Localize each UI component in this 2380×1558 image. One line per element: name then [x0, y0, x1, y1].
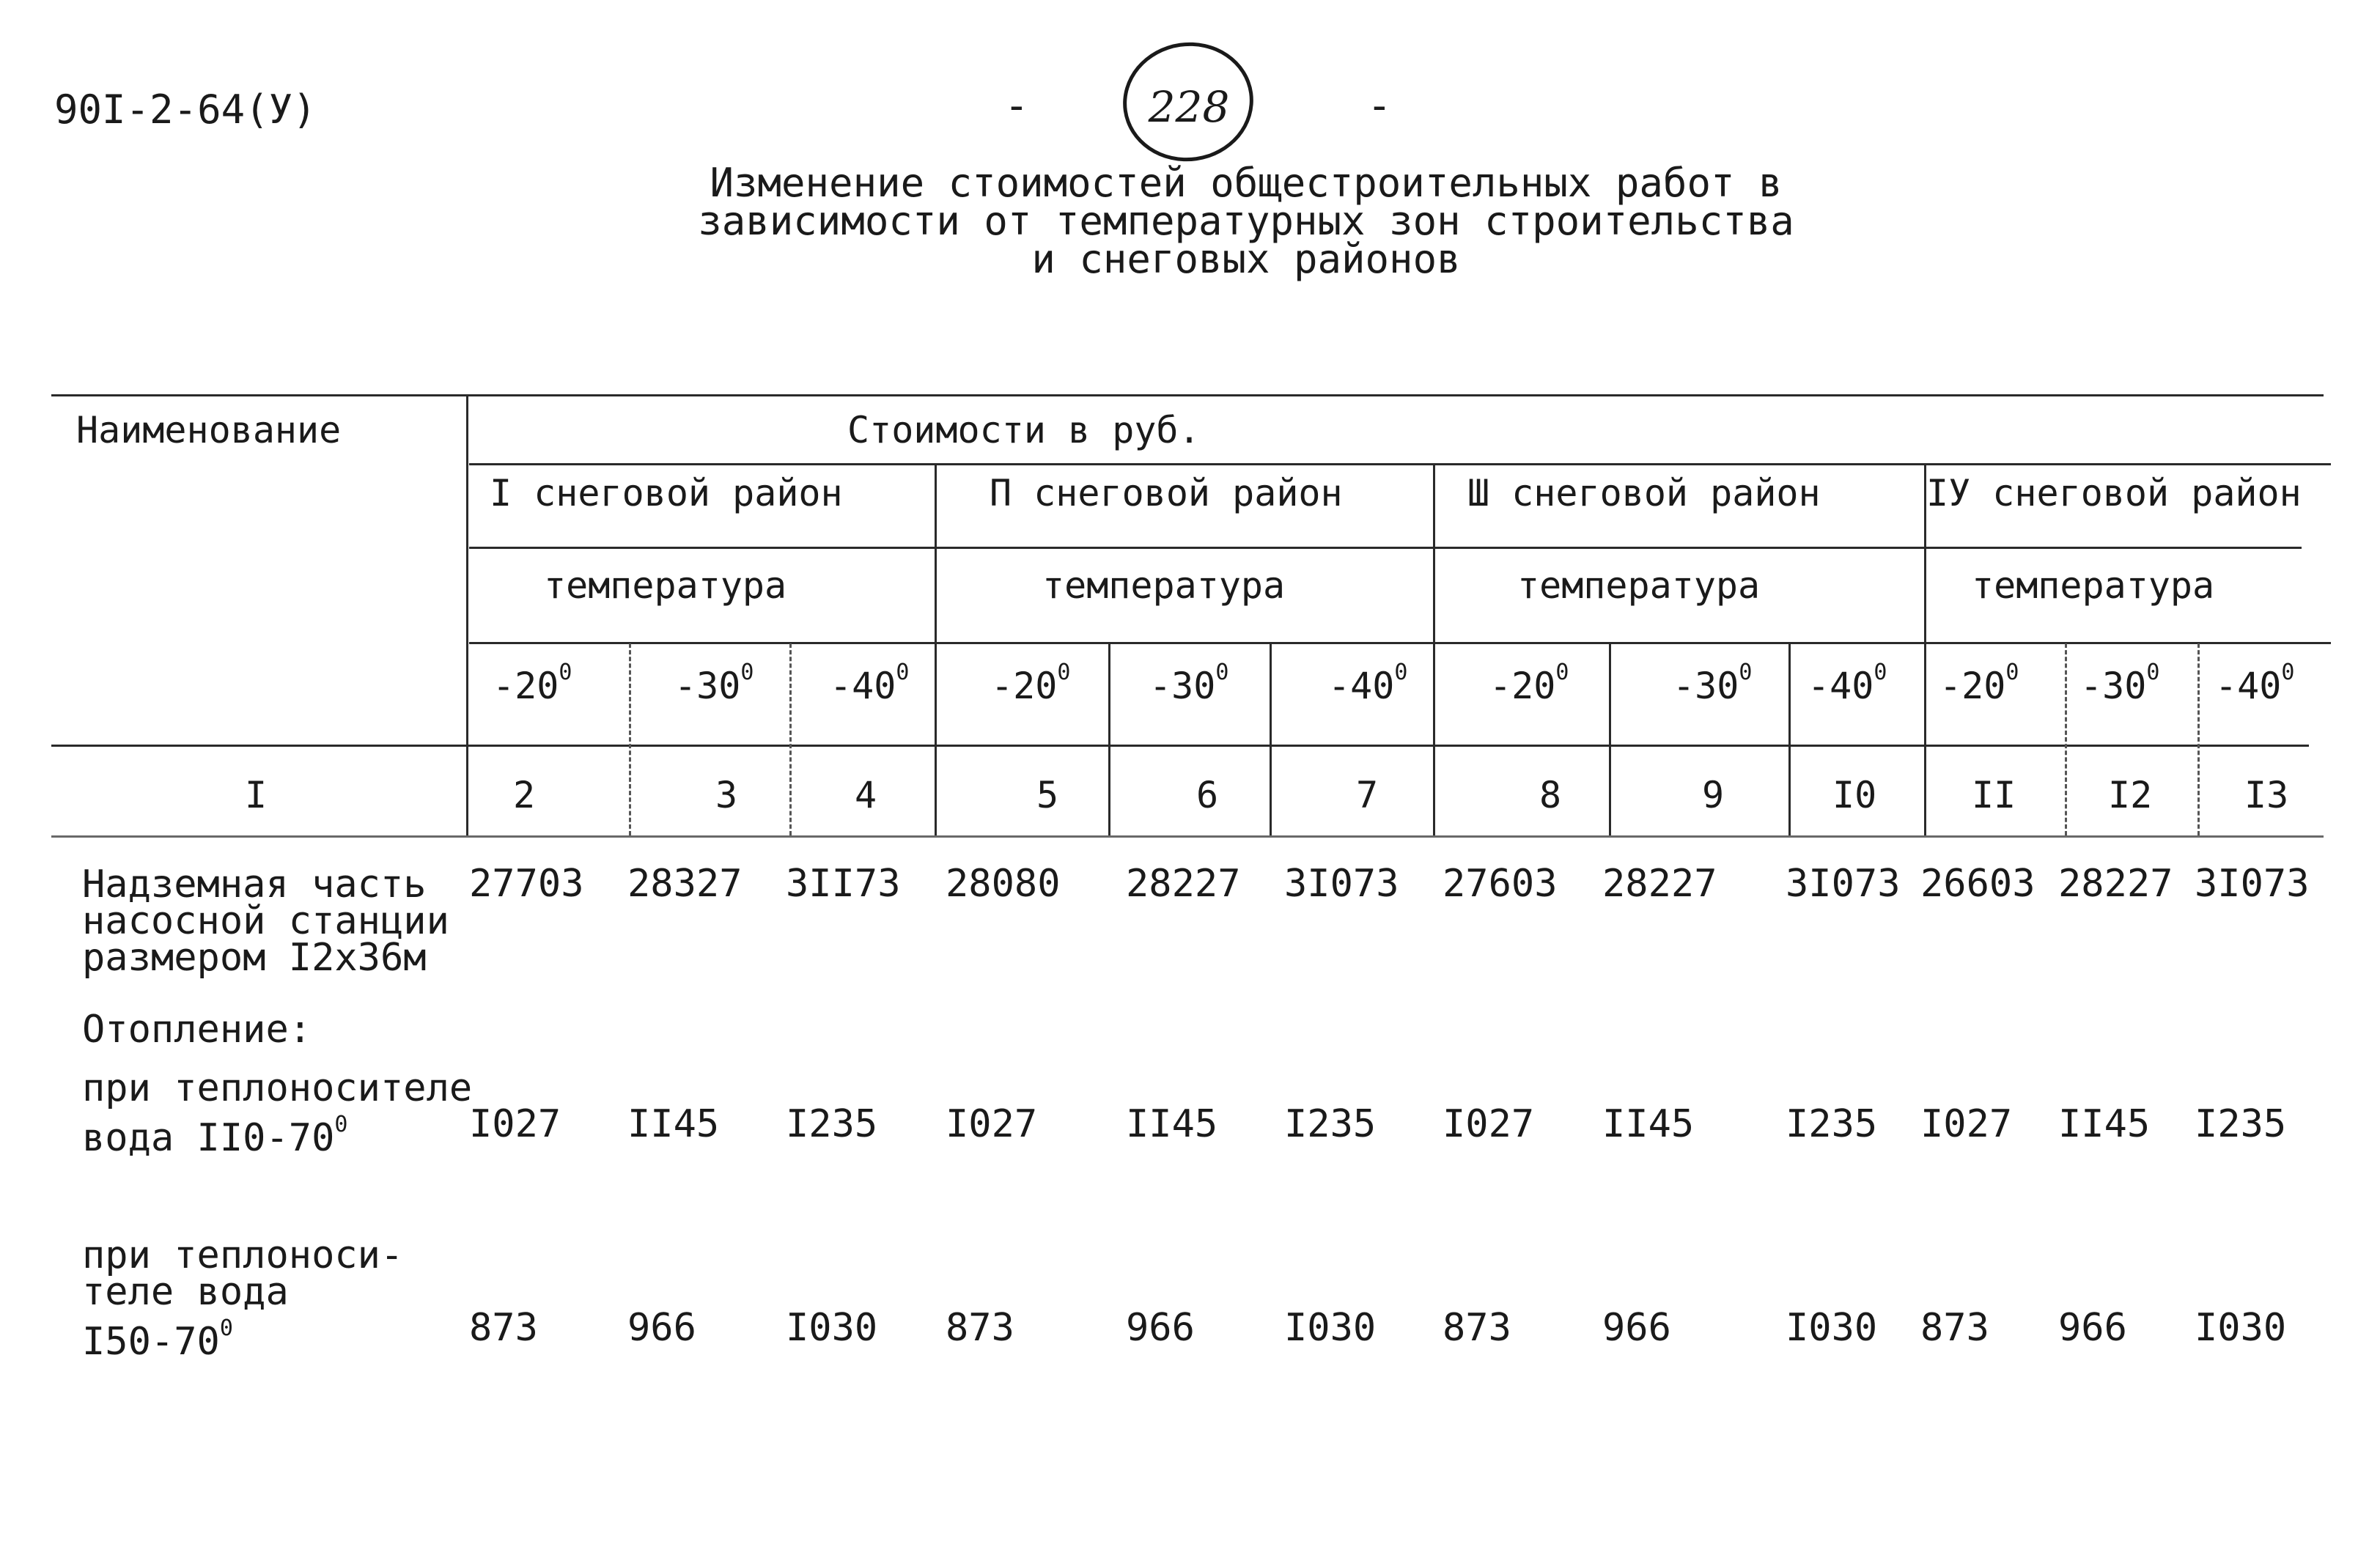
page-dash-right: -: [1367, 82, 1392, 130]
district-rule: [469, 547, 2302, 549]
temperature-label-4: температура: [1972, 564, 2215, 607]
table-cell: 26603: [1920, 862, 2035, 906]
column-number: I2: [2108, 774, 2153, 816]
row-name: при теплоносителе вода $II0-70^0$: [82, 1066, 473, 1160]
row-name: при теплоноси- теле вода $I50-70^0$: [82, 1233, 404, 1364]
table-cell: 27603: [1443, 862, 1558, 906]
table-cell: 966: [1126, 1306, 1195, 1350]
temperature-label-2: температура: [1042, 564, 1286, 607]
temp-cell: $-20^0$: [1939, 660, 2019, 707]
table-cell: 873: [469, 1306, 538, 1350]
column-number: 7: [1356, 774, 1379, 816]
table-cell: 28227: [1602, 862, 1717, 906]
column-number: 2: [513, 774, 536, 816]
district-header-1: I снеговой район: [490, 472, 843, 514]
column-number: 6: [1196, 774, 1219, 816]
temp-cell: $-40^0$: [1808, 660, 1887, 707]
table-cell: 28227: [2058, 862, 2173, 906]
temperature-label-1: температура: [544, 564, 787, 607]
temp-divider: [1270, 643, 1272, 835]
table-cell: II45: [2058, 1102, 2151, 1146]
table-cell: I235: [1786, 1102, 1878, 1146]
temp-divider: [2065, 643, 2067, 835]
temp-cell: $-20^0$: [493, 660, 572, 707]
temp-divider: [629, 643, 631, 835]
table-cell: 27703: [469, 862, 584, 906]
temp-divider: [1609, 643, 1611, 835]
temp-cell: $-40^0$: [1328, 660, 1408, 707]
table-cell: 873: [1443, 1306, 1511, 1350]
table-cell: 966: [2058, 1306, 2127, 1350]
table-top-rule: [51, 394, 2324, 396]
column-number: II: [1972, 774, 2016, 816]
temp-cell: $-20^0$: [1489, 660, 1569, 707]
table-cell: 966: [1602, 1306, 1671, 1350]
table-cell: I030: [1786, 1306, 1878, 1350]
table-cell: 873: [946, 1306, 1014, 1350]
table-cell: 3I073: [1786, 862, 1901, 906]
table-cell: I030: [2195, 1306, 2287, 1350]
column-number: 9: [1702, 774, 1725, 816]
district-divider-3: [1924, 465, 1926, 835]
table-cell: I030: [1284, 1306, 1377, 1350]
table-cell: I027: [1443, 1102, 1535, 1146]
temperature-rule: [469, 642, 2331, 644]
page-number: 228: [1148, 82, 1230, 132]
table-cell: 28080: [946, 862, 1061, 906]
district-header-3: Ш снеговой район: [1467, 472, 1821, 514]
cost-header-rule: [469, 463, 2331, 465]
district-divider-1: [935, 465, 937, 835]
table-cell: II45: [1602, 1102, 1695, 1146]
temp-divider: [789, 643, 792, 835]
table-cell: 3II73: [786, 862, 901, 906]
table-cell: 3I073: [2195, 862, 2310, 906]
temp-cell: $-30^0$: [674, 660, 754, 707]
table-cell: I235: [786, 1102, 878, 1146]
temp-divider: [1108, 643, 1110, 835]
temp-cell: $-30^0$: [1673, 660, 1753, 707]
district-header-2: П снеговой район: [990, 472, 1343, 514]
name-column-divider: [466, 396, 468, 835]
table-cell: 28227: [1126, 862, 1241, 906]
title-line-1: Изменение стоимостей общестроительных работ в: [710, 160, 1783, 206]
column-number: I0: [1832, 774, 1877, 816]
column-number: I3: [2244, 774, 2289, 816]
temp-cell: $-30^0$: [2080, 660, 2160, 707]
column-number: 4: [855, 774, 877, 816]
name-column-header: Наименование: [76, 409, 342, 451]
column-number: 5: [1036, 774, 1059, 816]
temp-cell: $-40^0$: [2215, 660, 2295, 707]
title-line-2: зависимости от температурных зон строительства: [698, 198, 1794, 244]
table-cell: II45: [1126, 1102, 1218, 1146]
table-cell: I027: [469, 1102, 561, 1146]
table-cell: I235: [2195, 1102, 2287, 1146]
temp-cell: $-30^0$: [1149, 660, 1229, 707]
temp-values-rule: [51, 745, 2309, 747]
column-numbers-rule: [51, 835, 2324, 838]
document-code: 90I-2-64(У): [54, 86, 317, 133]
table-cell: 28327: [627, 862, 743, 906]
temp-divider: [1788, 643, 1791, 835]
document-title: [660, 160, 1832, 282]
table-cell: I235: [1284, 1102, 1377, 1146]
title-line-3: и снеговых районов: [1031, 236, 1461, 282]
table-cell: II45: [627, 1102, 720, 1146]
table-cell: 966: [627, 1306, 696, 1350]
table-cell: 3I073: [1284, 862, 1399, 906]
page-dash-left: -: [1004, 82, 1029, 130]
temp-cell: $-40^0$: [830, 660, 910, 707]
temp-cell: $-20^0$: [991, 660, 1071, 707]
column-number: 3: [715, 774, 738, 816]
table-cell: I027: [946, 1102, 1038, 1146]
table-cell: I030: [786, 1306, 878, 1350]
column-number: I: [245, 774, 268, 816]
row-name: Надземная часть насосной станции размером I2х36м: [82, 863, 449, 980]
cost-column-header: Стоимости в руб.: [847, 409, 1201, 451]
district-header-4: IУ снеговой район: [1926, 472, 2302, 514]
column-number: 8: [1539, 774, 1562, 816]
district-divider-2: [1433, 465, 1435, 835]
section-label-heating: Отопление:: [82, 1008, 312, 1052]
temperature-label-3: температура: [1517, 564, 1761, 607]
temp-divider: [2197, 643, 2200, 835]
table-cell: I027: [1920, 1102, 2013, 1146]
table-cell: 873: [1920, 1306, 1989, 1350]
